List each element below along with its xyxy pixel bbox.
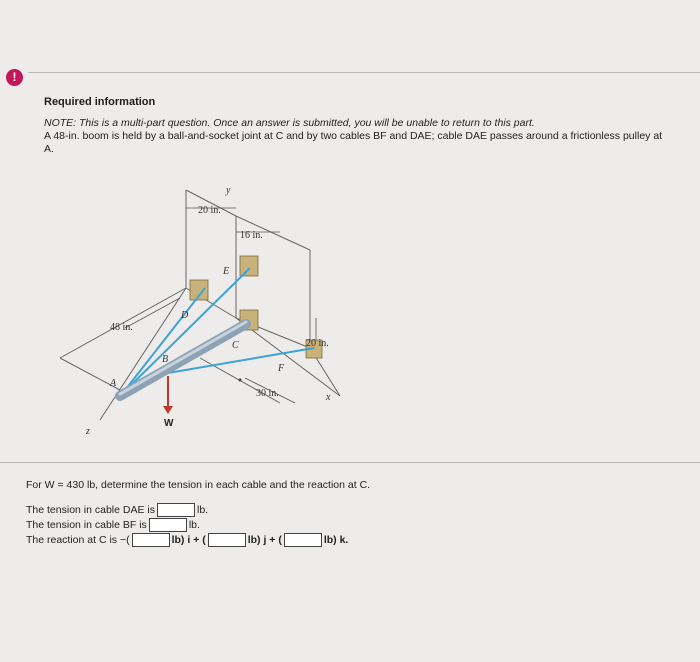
alert-icon: ! — [6, 69, 23, 86]
dim-48in: 48 in. — [110, 322, 133, 333]
label-W: W — [164, 418, 174, 429]
y-axis-label: y — [226, 185, 231, 196]
reaction-row — [26, 533, 348, 547]
dim-16in: 16 in. — [240, 230, 263, 241]
i-unit: lb) i + ( — [171, 534, 206, 546]
label-F: F — [278, 363, 285, 374]
label-B: B — [162, 354, 169, 365]
cz-input[interactable] — [284, 533, 322, 547]
note-line-2: A 48-in. boom is held by a ball-and-socket joint at C and by two cables BF and DAE; cable DAE passes around a frictionless pulley at A. — [44, 130, 663, 155]
j-unit: lb) j + ( — [247, 534, 282, 546]
dim-20in-right: 20 in. — [306, 338, 329, 349]
section-title: Required information — [44, 96, 156, 108]
dim-20in-top: 20 in. — [198, 205, 221, 216]
z-axis-label: z — [86, 426, 90, 437]
note-text — [44, 117, 664, 156]
label-E: E — [223, 266, 230, 277]
x-axis-label: x — [326, 392, 331, 403]
top-divider — [28, 72, 700, 73]
label-D: D — [181, 310, 189, 321]
label-A: A — [110, 378, 117, 389]
dae-label: The tension in cable DAE is — [26, 504, 155, 516]
cx-input[interactable] — [132, 533, 170, 547]
bf-row — [26, 518, 200, 532]
cy-input[interactable] — [208, 533, 246, 547]
label-C: C — [232, 340, 239, 351]
note-line-1: NOTE: This is a multi-part question. Once an answer is submitted, you will be unable to return to this part. — [44, 117, 535, 129]
middle-divider — [0, 462, 700, 463]
reaction-label: The reaction at C is −( — [26, 534, 130, 546]
bf-label: The tension in cable BF is — [26, 519, 147, 531]
dae-row — [26, 503, 208, 517]
bf-unit: lb. — [188, 519, 200, 531]
boom-figure — [40, 168, 380, 438]
k-unit: lb) k. — [323, 534, 349, 546]
question-text: For W = 430 lb, determine the tension in each cable and the reaction at C. — [26, 479, 371, 491]
dae-unit: lb. — [196, 504, 209, 516]
bf-input[interactable] — [149, 518, 187, 532]
dim-30in: 30 in. — [256, 388, 279, 399]
dae-input[interactable] — [157, 503, 195, 517]
